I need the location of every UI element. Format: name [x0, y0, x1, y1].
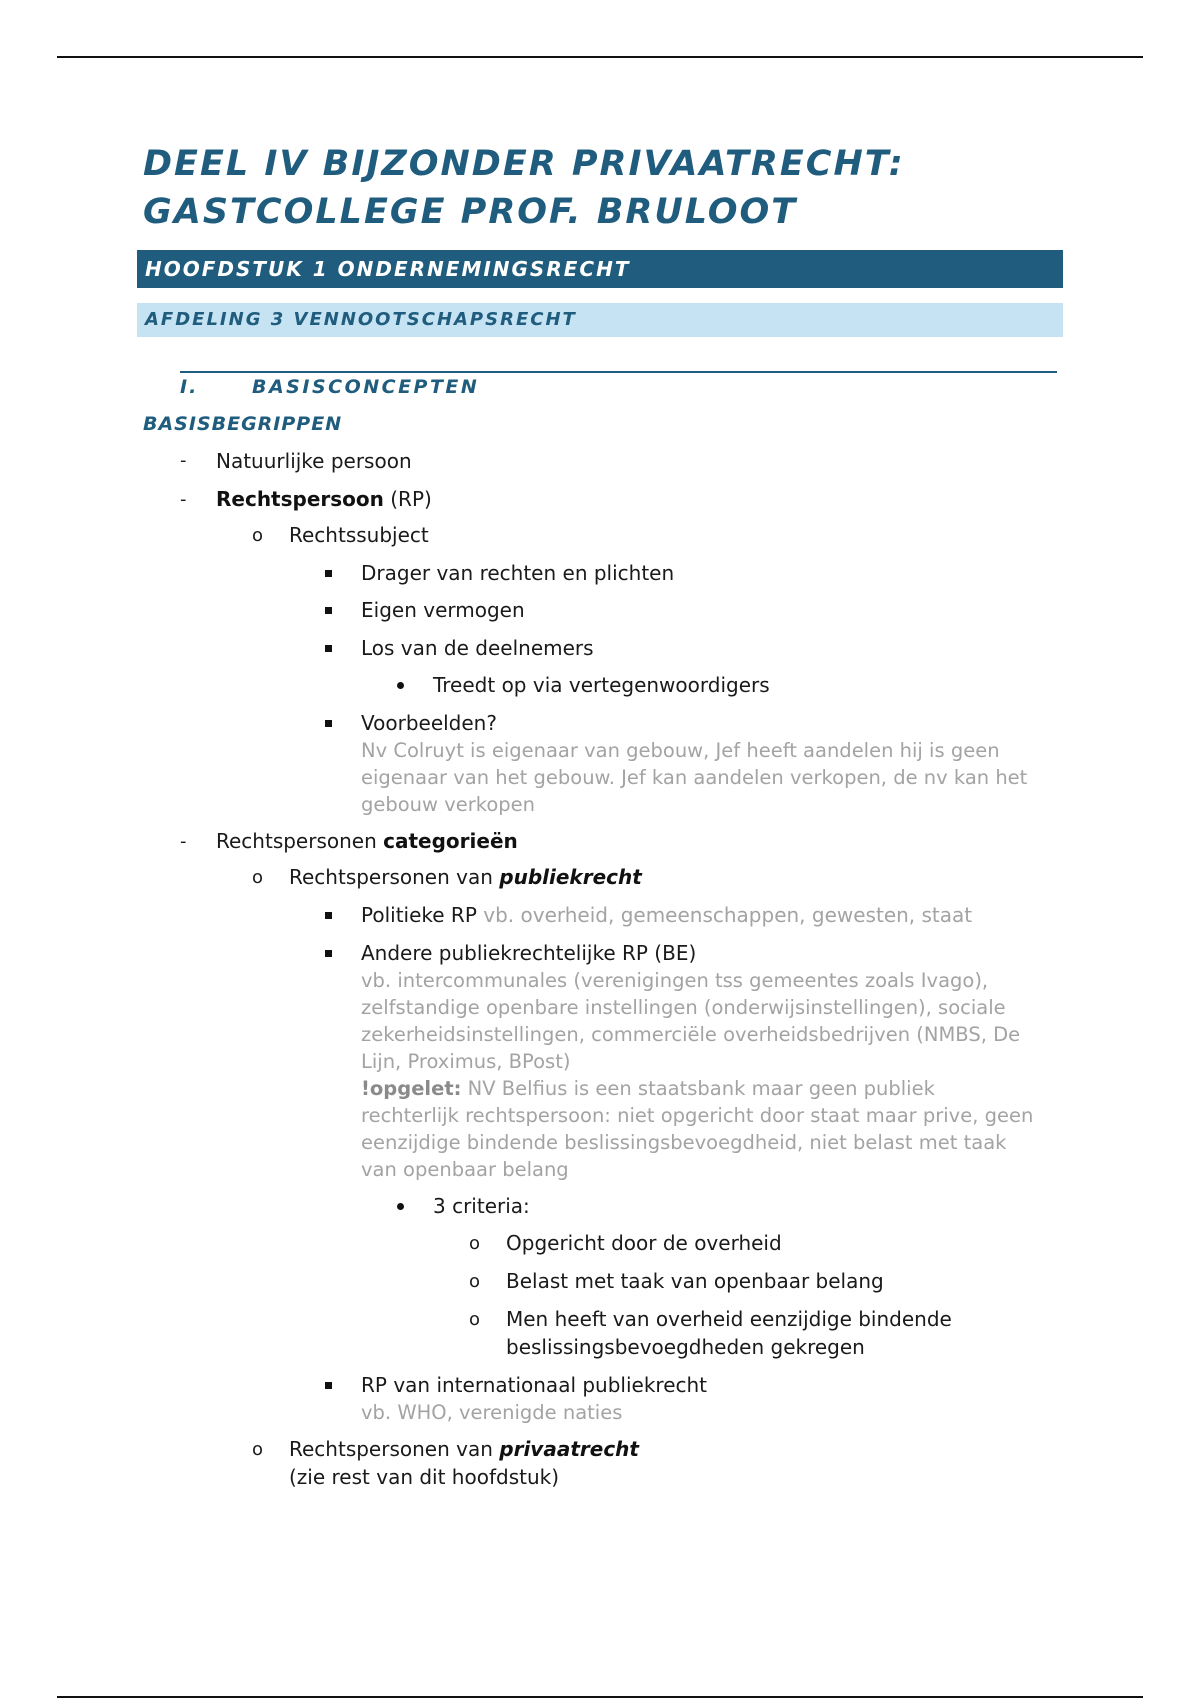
document-title — [143, 140, 905, 236]
voorbeelden-note-line-3: gebouw verkopen — [361, 793, 536, 816]
square-bullet — [325, 950, 332, 957]
dash-bullet: - — [180, 450, 187, 471]
square-bullet — [325, 912, 332, 919]
opgelet-line-1-text: NV Belfius is een staatsbank maar geen publiek — [461, 1077, 935, 1100]
list-item-eigen-vermogen: Eigen vermogen — [361, 598, 525, 622]
list-item-internationaal: RP van internationaal publiekrecht — [361, 1373, 708, 1397]
internationaal-note: vb. WHO, verenigde naties — [361, 1401, 623, 1424]
opgelet-line-2: rechterlijk rechtspersoon: niet opgericht door staat maar prive, geen — [361, 1104, 1034, 1127]
heading-number: I. — [180, 376, 199, 398]
criterium-2: Belast met taak van openbaar belang — [506, 1269, 884, 1293]
square-bullet — [325, 1382, 332, 1389]
criterium-1: Opgericht door de overheid — [506, 1231, 782, 1255]
list-item-treedt-op: Treedt op via vertegenwoordigers — [433, 673, 770, 697]
square-bullet — [325, 570, 332, 577]
top-rule — [57, 56, 1143, 58]
andere-note-line-1: vb. intercommunales (verenigingen tss gemeentes zoals Ivago), — [361, 969, 989, 992]
bottom-rule — [57, 1696, 1143, 1698]
andere-note-line-2: zelfstandige openbare instellingen (onderwijsinstellingen), sociale — [361, 996, 1006, 1019]
circle-bullet: o — [252, 1439, 264, 1460]
opgelet-line-1 — [361, 1075, 935, 1102]
categorieen-bold: categorieën — [383, 829, 518, 853]
heading-title: BASISCONCEPTEN — [252, 376, 480, 398]
voorbeelden-note-line-1: Nv Colruyt is eigenaar van gebouw, Jef heeft aandelen hij is geen — [361, 739, 1000, 762]
list-item-criteria: 3 criteria: — [433, 1194, 530, 1218]
list-item-los-van-deelnemers: Los van de deelnemers — [361, 636, 594, 660]
politieke-rp-note: vb. overheid, gemeenschappen, gewesten, staat — [476, 903, 973, 927]
rechtspersoon-suffix: (RP) — [383, 487, 432, 511]
andere-note-line-3: zekerheidsinstellingen, commerciële overheidsbedrijven (NMBS, De — [361, 1023, 1021, 1046]
list-item-publiekrecht — [289, 864, 642, 891]
opgelet-line-4: van openbaar belang — [361, 1158, 569, 1181]
dot-bullet — [397, 1203, 404, 1210]
square-bullet — [325, 607, 332, 614]
voorbeelden-note-line-2: eigenaar van het gebouw. Jef kan aandelen verkopen, de nv kan het — [361, 766, 1028, 789]
rechtspersoon-bold: Rechtspersoon — [216, 487, 384, 511]
document-title-line-1: DEEL IV BIJZONDER PRIVAATRECHT: — [143, 144, 905, 184]
circle-bullet: o — [252, 867, 264, 888]
categorieen-prefix: Rechtspersonen — [216, 829, 384, 853]
subheading: BASISBEGRIPPEN — [143, 413, 343, 435]
list-item-privaatrecht — [289, 1436, 639, 1463]
criterium-3-line-2: beslissingsbevoegdheden gekregen — [506, 1335, 865, 1359]
square-bullet — [325, 720, 332, 727]
list-item-natuurlijke-persoon: Natuurlijke persoon — [216, 449, 412, 473]
politieke-rp-label: Politieke RP — [361, 903, 477, 927]
list-item-politieke-rp — [361, 902, 972, 929]
privaatrecht-bold: privaatrecht — [499, 1437, 639, 1461]
dash-bullet: - — [180, 489, 187, 510]
criterium-3-line-1: Men heeft van overheid eenzijdige bindende — [506, 1307, 952, 1331]
dash-bullet: - — [180, 831, 187, 852]
list-item-rechtspersoon — [216, 486, 432, 513]
andere-note-line-4: Lijn, Proximus, BPost) — [361, 1050, 571, 1073]
dot-bullet — [397, 682, 404, 689]
list-item-andere-rp: Andere publiekrechtelijke RP (BE) — [361, 941, 697, 965]
list-item-rechtssubject: Rechtssubject — [289, 523, 429, 547]
section-heading: AFDELING 3 VENNOOTSCHAPSRECHT — [137, 303, 1063, 337]
circle-bullet: o — [469, 1233, 481, 1254]
list-item-categorieen — [216, 828, 518, 855]
list-item-voorbeelden: Voorbeelden? — [361, 711, 497, 735]
publiekrecht-prefix: Rechtspersonen van — [289, 865, 500, 889]
chapter-heading: HOOFDSTUK 1 ONDERNEMINGSRECHT — [137, 250, 1063, 288]
list-item-drager: Drager van rechten en plichten — [361, 561, 675, 585]
privaatrecht-note: (zie rest van dit hoofdstuk) — [289, 1465, 560, 1489]
heading-rule — [180, 371, 1057, 373]
privaatrecht-prefix: Rechtspersonen van — [289, 1437, 500, 1461]
opgelet-line-3: eenzijdige bindende beslissingsbevoegdheid, niet belast met taak — [361, 1131, 1007, 1154]
publiekrecht-bold: publiekrecht — [499, 865, 642, 889]
document-title-line-2: GASTCOLLEGE PROF. BRULOOT — [143, 192, 798, 232]
circle-bullet: o — [469, 1309, 481, 1330]
circle-bullet: o — [469, 1271, 481, 1292]
square-bullet — [325, 645, 332, 652]
opgelet-label: !opgelet: — [361, 1077, 462, 1100]
circle-bullet: o — [252, 525, 264, 546]
